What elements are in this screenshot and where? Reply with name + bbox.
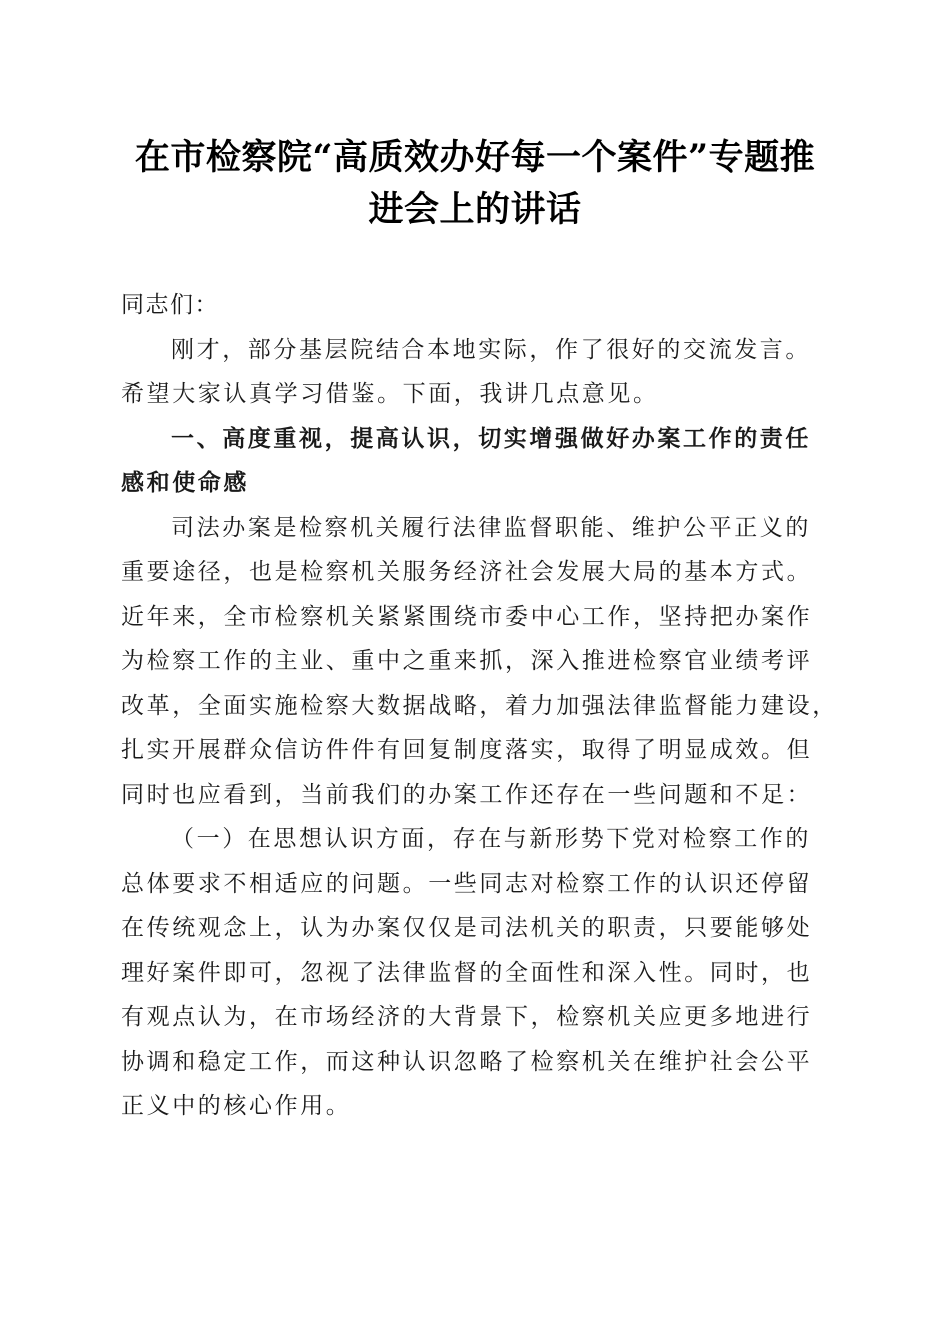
paragraph-line: 在传统观念上，认为办案仅仅是司法机关的职责，只要能够处 [121,915,813,941]
section-heading: 一、高度重视，提高认识，切实增强做好办案工作的责任 [171,425,811,452]
section-heading: 感和使命感 [121,470,249,496]
paragraph-line: 理好案件即可，忽视了法律监督的全面性和深入性。同时，也 [121,959,813,986]
paragraph-line: 刚才，部分基层院结合本地实际，作了很好的交流发言。 [171,336,811,363]
salutation: 同志们： [121,292,219,318]
title-line: 在市检察院“高质效办好每一个案件”专题推 [134,137,816,178]
title-line: 进会上的讲话 [368,189,582,230]
paragraph-line: 希望大家认真学习借鉴。下面，我讲几点意见。 [121,381,659,407]
paragraph-line: 协调和稳定工作，而这种认识忽略了检察机关在维护社会公平 [121,1048,813,1075]
paragraph-line: 正义中的核心作用。 [121,1093,352,1119]
document-body [121,283,836,1129]
paragraph-line: 近年来，全市检察机关紧紧围绕市委中心工作，坚持把办案作 [121,603,813,630]
paragraph-line: 扎实开展群众信访件件有回复制度落实，取得了明显成效。但 [121,737,813,763]
paragraph-line: 为检察工作的主业、重中之重来抓，深入推进检察官业绩考评 [121,648,813,674]
document-title [100,132,850,236]
paragraph-line: 司法办案是检察机关履行法律监督职能、维护公平正义的 [171,514,811,541]
paragraph-line: 同时也应看到，当前我们的办案工作还存在一些问题和不足： [121,781,813,808]
paragraph-line: 重要途径，也是检察机关服务经济社会发展大局的基本方式。 [121,559,813,585]
paragraph-line: （一）在思想认识方面，存在与新形势下党对检察工作的 [171,826,811,852]
paragraph-line: 总体要求不相适应的问题。一些同志对检察工作的认识还停留 [121,870,813,897]
paragraph-line: 改革，全面实施检察大数据战略，着力加强法律监督能力建设， [121,692,838,719]
paragraph-line: 有观点认为，在市场经济的大背景下，检察机关应更多地进行 [121,1004,813,1030]
